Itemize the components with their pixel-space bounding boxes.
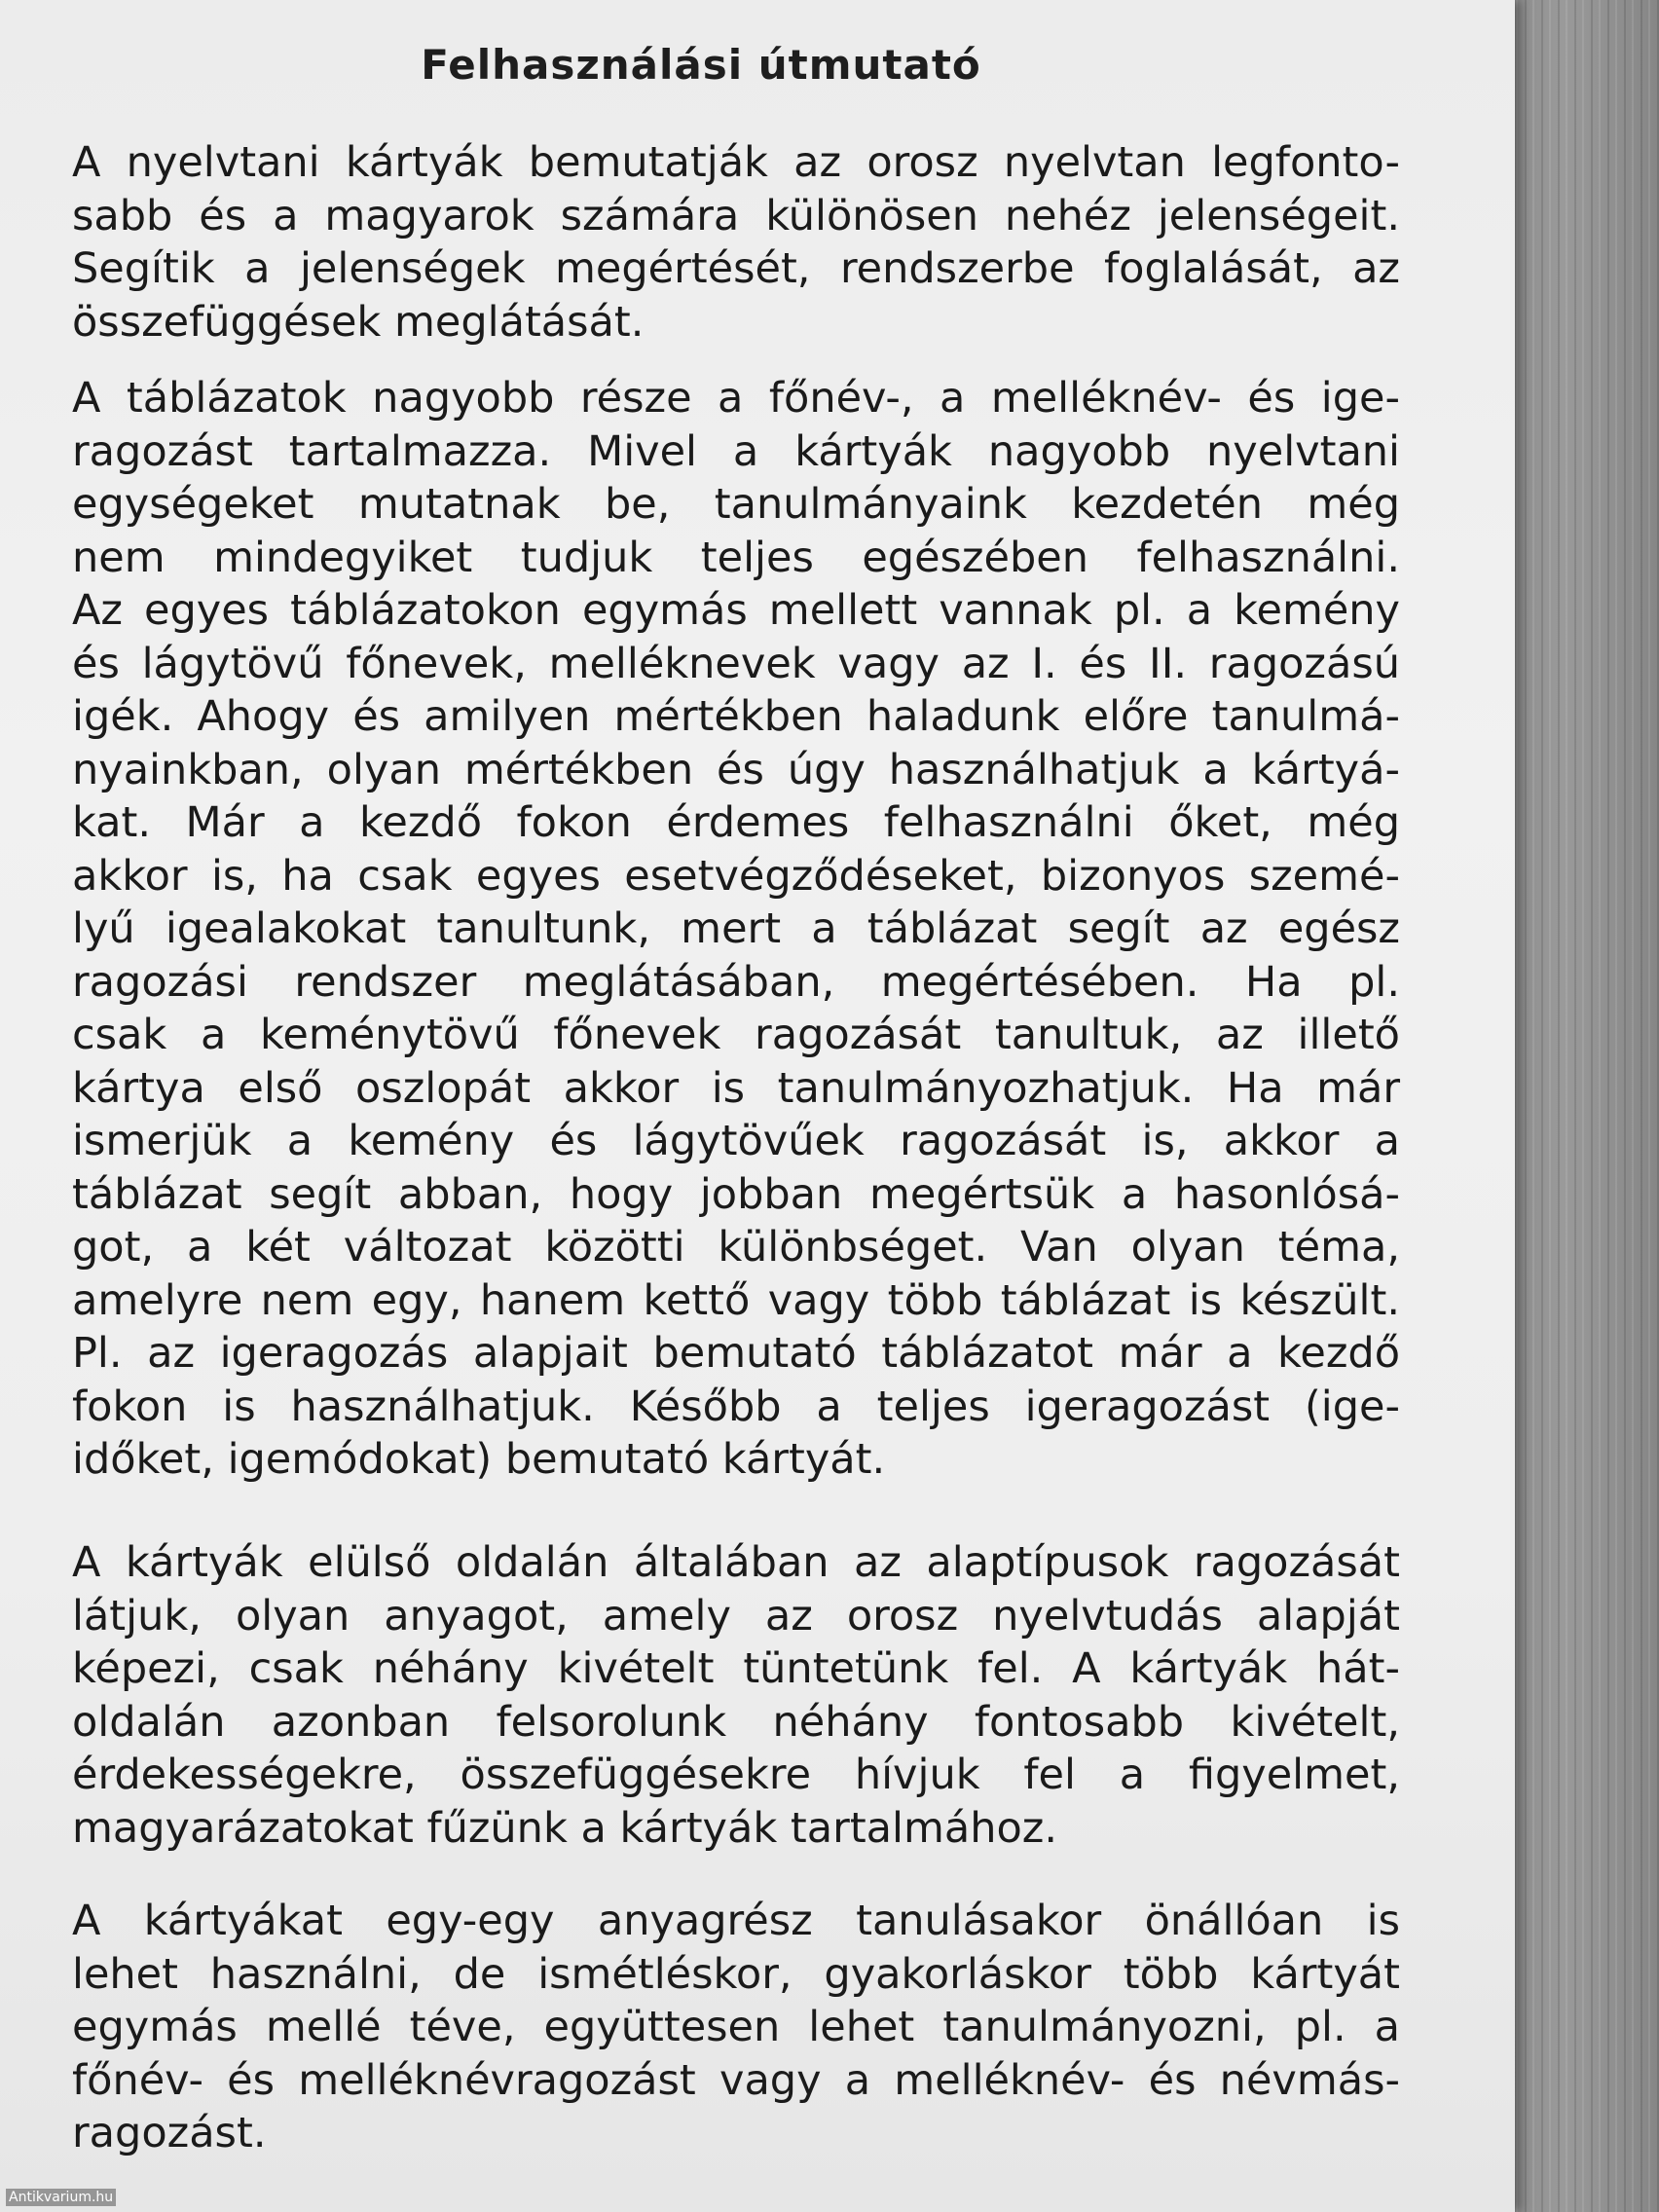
text-line: ismerjük a kemény és lágytövűek ragozását is, akkor a [72, 1117, 1400, 1165]
text-line: A nyelvtani kártyák bemutatják az orosz nyelvtan legfonto- [72, 138, 1400, 187]
text-line: időket, igemódokat) bemutató kártyát. [72, 1435, 886, 1484]
text-line: kat. Már a kezdő fokon érdemes felhasználni őket, még [72, 798, 1400, 847]
text-line: táblázat segít abban, hogy jobban megértsük a hasonlósá- [72, 1169, 1400, 1219]
text-line: nyainkban, olyan mértékben és úgy használhatjuk a kártyá- [72, 745, 1400, 794]
text-line: Az egyes táblázatokon egymás mellett vannak pl. a kemény [72, 586, 1400, 635]
text-line: A kártyák elülső oldalán általában az alaptípusok ragozását [72, 1538, 1400, 1587]
text-line: igék. Ahogy és amilyen mértékben haladunk előre tanulmá- [72, 692, 1400, 741]
text-line: A kártyákat egy-egy anyagrész tanulásakor önállóan is [72, 1897, 1400, 1945]
text-line: és lágytövű főnevek, melléknevek vagy az I. és II. ragozású [72, 639, 1400, 688]
text-line: got, a két változat közötti különbséget. Van olyan téma, [72, 1223, 1400, 1272]
text-line: lyű igealakokat tanultunk, mert a táblázat segít az egész [72, 904, 1400, 953]
text-line: ragozást tartalmazza. Mivel a kártyák nagyobb nyelvtani [72, 426, 1400, 476]
text-line: összefüggések meglátását. [72, 297, 645, 347]
paragraph-3 [72, 1536, 1400, 1855]
text-line: lehet használni, de ismétléskor, gyakorláskor több kártyát [72, 1949, 1400, 1999]
text-line: kártya első oszlopát akkor is tanulmányozhatjuk. Ha már [72, 1063, 1400, 1113]
text-line: képezi, csak néhány kivételt tüntetünk fel. A kártyák hát- [72, 1644, 1400, 1693]
text-line: amelyre nem egy, hanem kettő vagy több táblázat is készült. [72, 1275, 1400, 1325]
paragraph-1 [72, 136, 1400, 349]
text-line: akkor is, ha csak egyes esetvégződéseket, bizonyos szemé- [72, 851, 1400, 901]
text-line: nem mindegyiket tudjuk teljes egészében felhasználni. [72, 533, 1400, 582]
text-line: érdekességekre, összefüggésekre hívjuk fel a figyelmet, [72, 1751, 1400, 1799]
watermark: Antikvarium.hu [6, 2189, 116, 2206]
text-line: egymás mellé téve, együttesen lehet tanulmányozni, pl. a [72, 2003, 1400, 2051]
paragraph-2 [72, 372, 1400, 1487]
text-line: Segítik a jelenségek megértését, rendszerbe foglalását, az [72, 244, 1400, 293]
text-line: ragozást. [72, 2109, 267, 2157]
text-line: csak a keménytövű főnevek ragozását tanultuk, az illető [72, 1011, 1400, 1059]
page-title: Felhasználási útmutató [421, 41, 981, 89]
text-line: látjuk, olyan anyagot, amely az orosz nyelvtudás alapját [72, 1591, 1400, 1641]
paragraph-4 [72, 1895, 1400, 2160]
text-line: ragozási rendszer meglátásában, megértésében. Ha pl. [72, 957, 1400, 1007]
text-line: főnév- és melléknévragozást vagy a melléknév- és névmás- [72, 2055, 1400, 2105]
wood-background [1499, 0, 1659, 2212]
text-line: fokon is használhatjuk. Később a teljes igeragozást (ige- [72, 1382, 1400, 1431]
text-line: magyarázatokat fűzünk a kártyák tartalmához. [72, 1803, 1058, 1853]
text-line: A táblázatok nagyobb része a főnév-, a melléknév- és ige- [72, 374, 1400, 423]
text-line: oldalán azonban felsorolunk néhány fontosabb kivételt, [72, 1697, 1400, 1747]
text-line: egységeket mutatnak be, tanulmányaink kezdetén még [72, 480, 1400, 529]
text-line: Pl. az igeragozás alapjait bemutató táblázatot már a kezdő [72, 1329, 1400, 1378]
text-line: sabb és a magyarok számára különösen nehéz jelenségeit. [72, 191, 1400, 240]
